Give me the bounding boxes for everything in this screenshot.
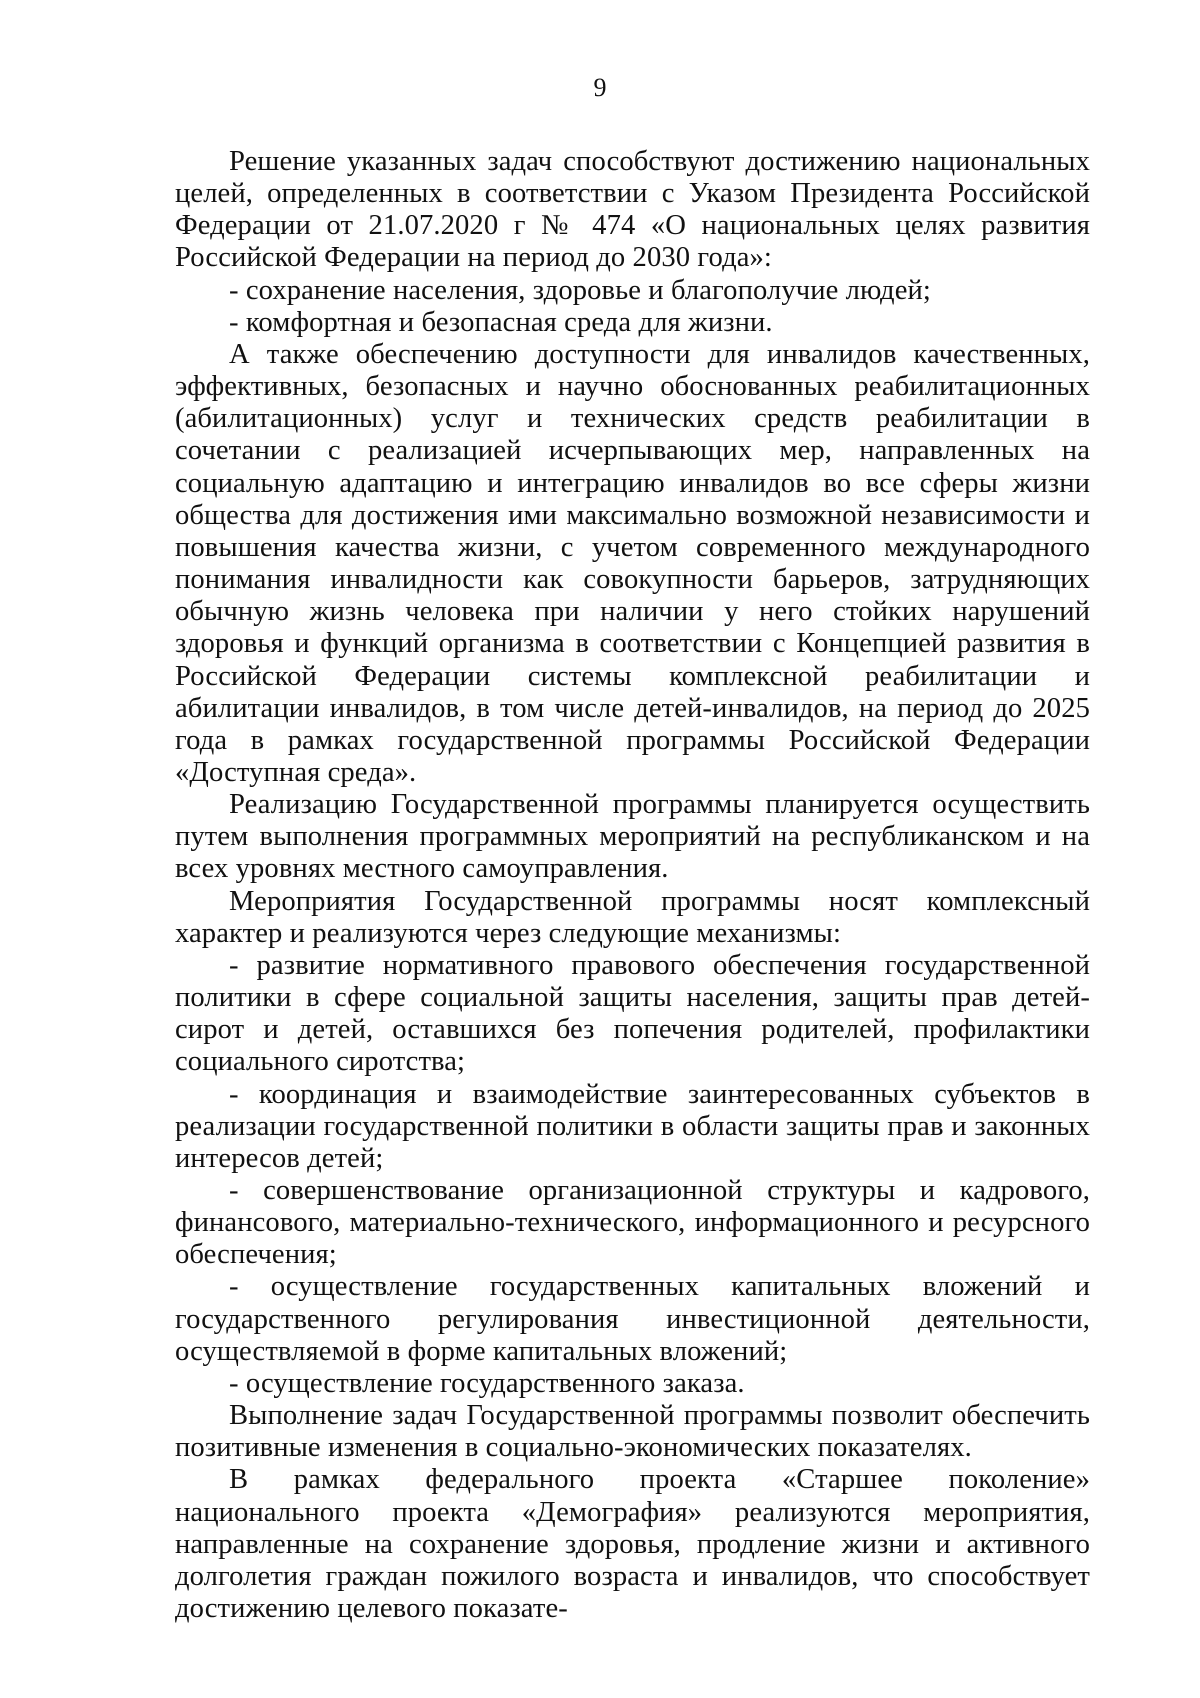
paragraph-mechanisms: Мероприятия Государственной программы носят комплексный характер и реализуются через следующие механизмы: <box>175 885 1090 949</box>
list-item-environment: - комфортная и безопасная среда для жизни. <box>229 306 773 338</box>
paragraph-national-goals: Решение указанных задач способствуют достижению национальных целей, определенных в соответствии с Указом Президента Российской Федерации от 21.07.2020 г № 474 «О национальных целях развития Российской Федерации на период до 2030 года»: <box>175 146 1090 274</box>
paragraph-outcomes: Выполнение задач Государственной программы позволит обеспечить позитивные изменения в социально-экономических показателях. <box>175 1400 1090 1464</box>
paragraph-federal-project: В рамках федерального проекта «Старшее поколение» национального проекта «Демография» реализуются мероприятия, направленные на сохранение здоровья, продление жизни и активного долголетия граждан пожилого возраста и инвалидов, что способствует достижению целевого показате- <box>175 1464 1090 1625</box>
page-number: 9 <box>593 73 607 102</box>
list-item-population: - сохранение населения, здоровье и благополучие людей; <box>229 274 931 306</box>
document-body <box>175 146 1090 1625</box>
list-item-investment: - осуществление государственных капитальных вложений и государственного регулирования инвестиционной деятельности, осуществляемой в форме капитальных вложений; <box>175 1271 1090 1367</box>
paragraph-implementation: Реализацию Государственной программы планируется осуществить путем выполнения программных мероприятий на республиканском и на всех уровнях местного самоуправления. <box>175 789 1090 885</box>
list-item-regulation: - развитие нормативного правового обеспечения государственной политики в сфере социальной защиты населения, защиты прав детей-сирот и детей, оставшихся без попечения родителей, профилактики социального сиротства; <box>175 949 1090 1078</box>
list-item-coordination: - координация и взаимодействие заинтересованных субъектов в реализации государственной политики в области защиты прав и законных интересов детей; <box>175 1078 1090 1174</box>
list-item-organization: - совершенствование организационной структуры и кадрового, финансового, материально-технического, информационного и ресурсного обеспечения; <box>175 1175 1090 1271</box>
paragraph-accessibility: А также обеспечению доступности для инвалидов качественных, эффективных, безопасных и научно обоснованных реабилитационных (абилитационных) услуг и технических средств реабилитации в сочетании с реализацией исчерпывающих мер, направленных на социальную адаптацию и интеграцию инвалидов во все сферы жизни общества для достижения ими максимально возможной независимости и повышения качества жизни, с учетом современного международного понимания инвалидности как совокупности барьеров, затрудняющих обычную жизнь человека при наличии у него стойких нарушений здоровья и функций организма в соответствии с Концепцией развития в Российской Федерации системы комплексной реабилитации и абилитации инвалидов, в том числе детей-инвалидов, на период до 2025 года в рамках государственной программы Российской Федерации «Доступная среда». <box>175 338 1090 788</box>
list-item-state-order: - осуществление государственного заказа. <box>229 1367 745 1399</box>
